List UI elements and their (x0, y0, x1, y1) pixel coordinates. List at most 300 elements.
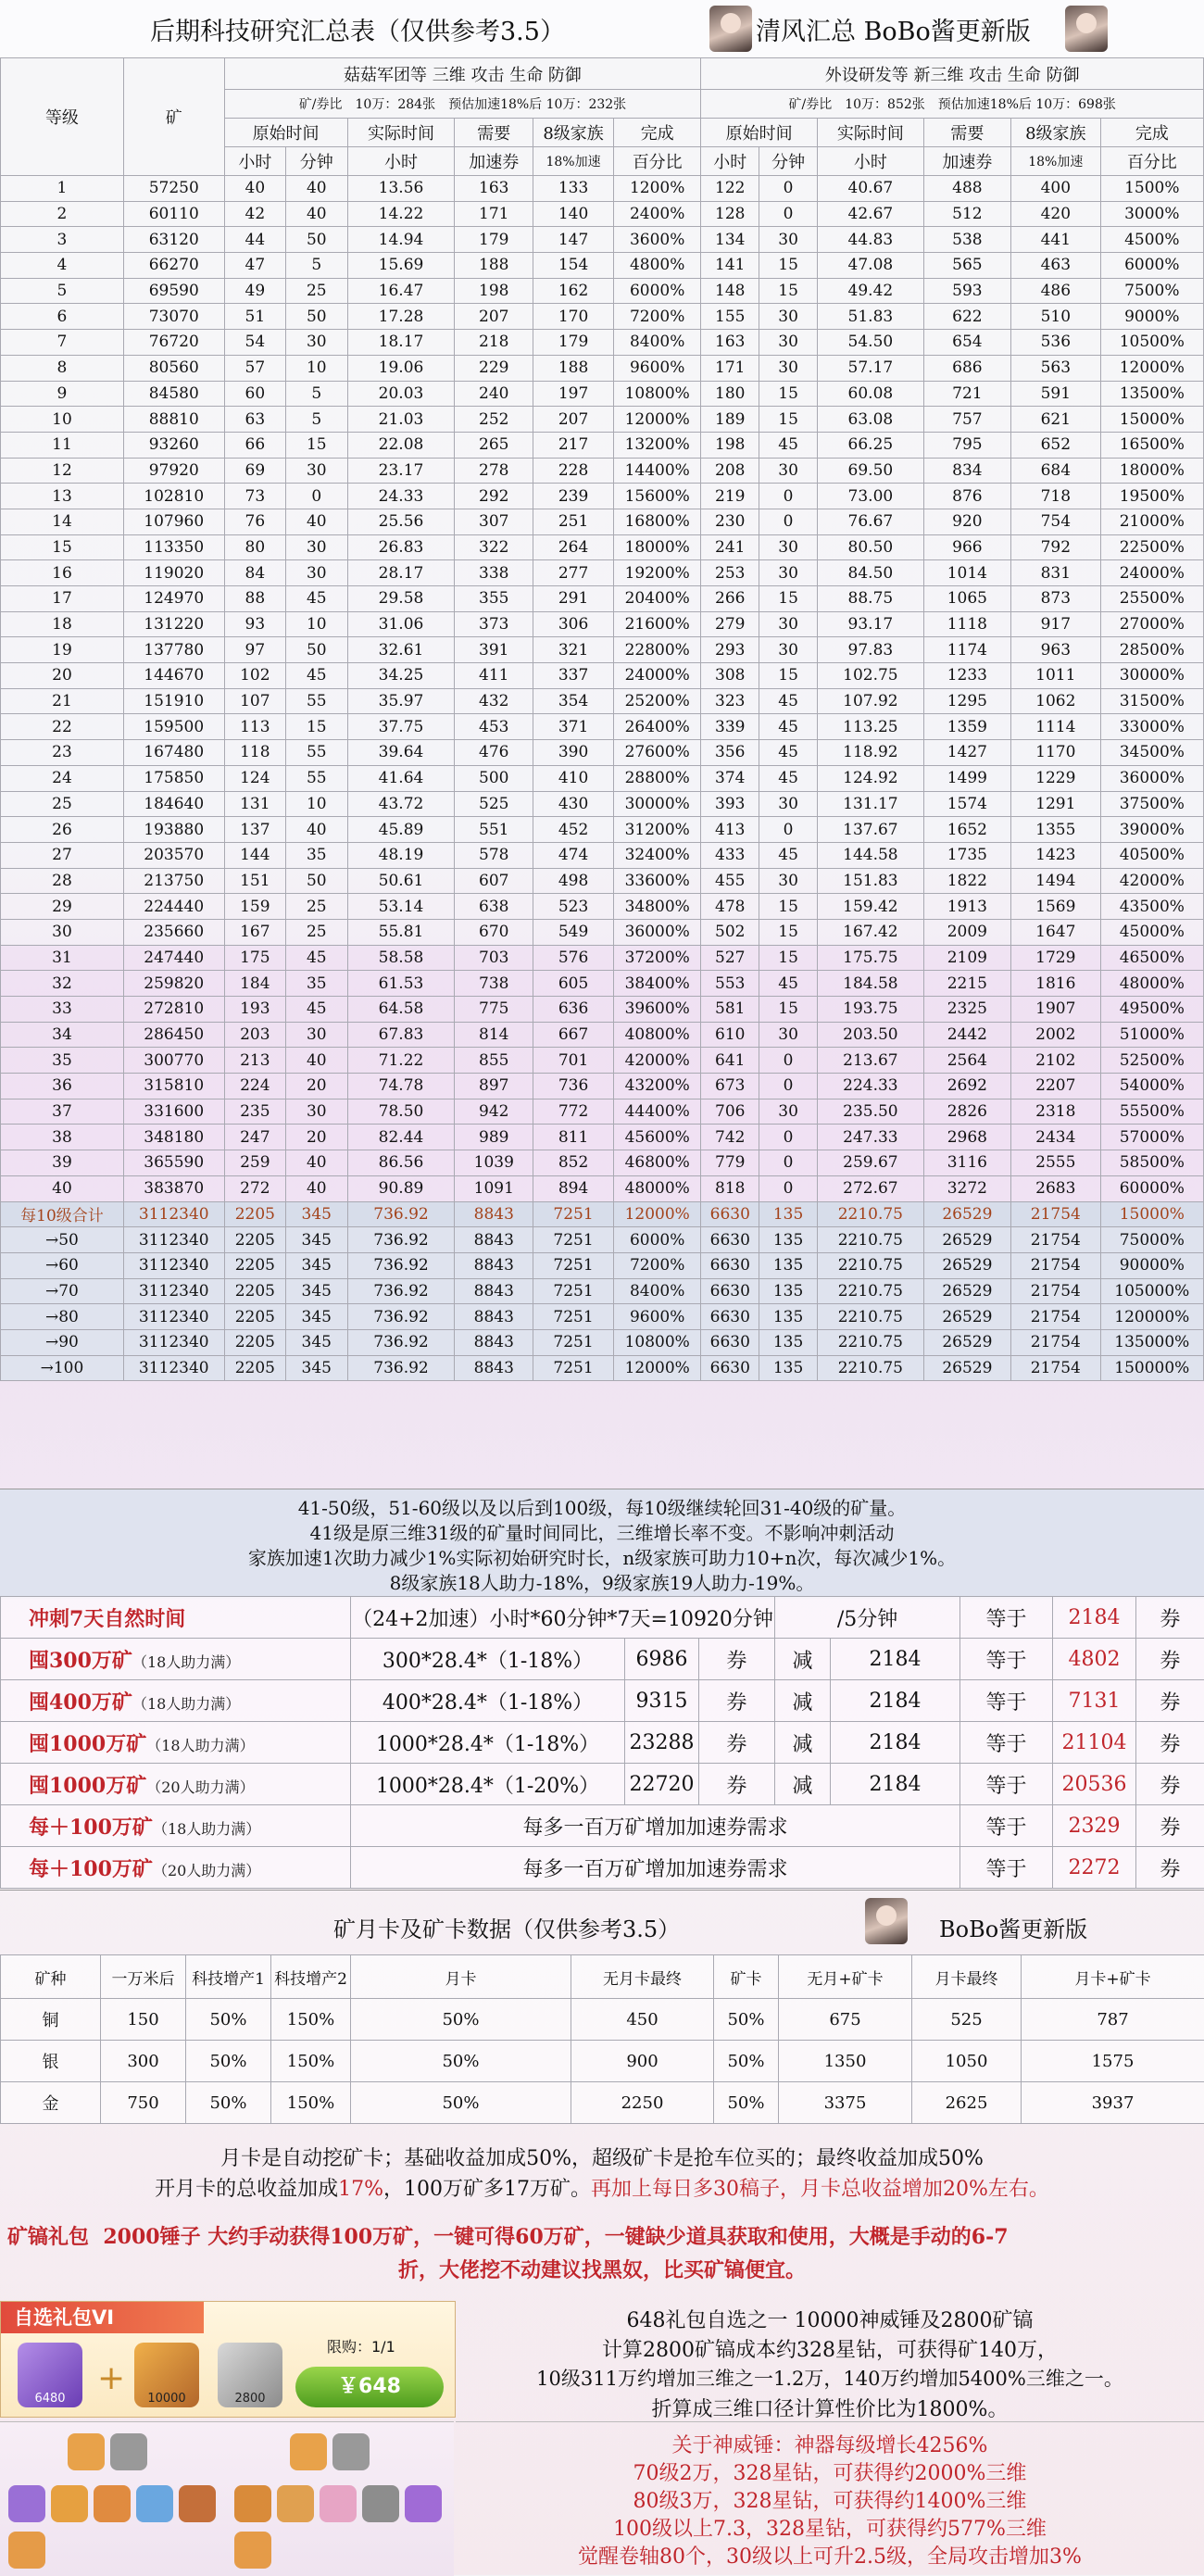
table-cell: 21754 (1010, 1355, 1100, 1381)
calc-row (1, 1764, 1204, 1805)
table-cell: 40 (286, 817, 347, 843)
sub-header: 18%加速 (533, 147, 614, 176)
table-cell: 14400% (614, 458, 701, 484)
table-cell: 84580 (123, 381, 224, 407)
table-cell: 989 (455, 1125, 533, 1150)
table-cell: 90.89 (347, 1175, 455, 1201)
level-header: 等级 (1, 58, 124, 176)
table-cell: 51 (224, 304, 285, 330)
table-cell: 523 (533, 894, 614, 920)
table-cell: 163 (701, 330, 759, 356)
table-cell: 3112340 (123, 1355, 224, 1381)
table-cell: 113350 (123, 534, 224, 560)
table-cell: 74.78 (347, 1074, 455, 1100)
table-cell: 39 (1, 1150, 124, 1176)
table-cell: 736 (533, 1074, 614, 1100)
table-cell: 15 (759, 919, 818, 945)
table-cell: 76720 (123, 330, 224, 356)
table-cell: 736.92 (347, 1329, 455, 1355)
table-cell: 30 (759, 560, 818, 586)
table-cell: 1822 (923, 868, 1010, 894)
ore-cell: 787 (1022, 1999, 1204, 2041)
table-cell: 30 (759, 637, 818, 663)
table-cell: 1574 (923, 791, 1010, 817)
table-cell: 393 (701, 791, 759, 817)
table-cell: 1652 (923, 817, 1010, 843)
item-icon (8, 2532, 45, 2569)
sub-header: 需要 (455, 119, 533, 147)
table-cell: 73 (224, 484, 285, 509)
table-cell: 224.33 (817, 1074, 923, 1100)
table-cell: 20.03 (347, 381, 455, 407)
table-cell: 15000% (1100, 1201, 1203, 1227)
page-title: 后期科技研究汇总表（仅供参考3.5） (150, 11, 565, 47)
table-cell: 0 (759, 176, 818, 202)
item-count: 6480 (18, 2392, 82, 2406)
table-cell: 88810 (123, 407, 224, 433)
table-cell: 775 (455, 997, 533, 1023)
table-cell: 391 (455, 637, 533, 663)
table-row (1, 509, 1204, 534)
sub-header: 加速券 (923, 147, 1010, 176)
table-cell: 58500% (1100, 1150, 1203, 1176)
ore-cell: 50% (351, 2041, 571, 2082)
table-cell: 26.83 (347, 534, 455, 560)
table-cell: 706 (701, 1099, 759, 1125)
table-cell: 818 (701, 1175, 759, 1201)
table-cell: 66270 (123, 253, 224, 279)
table-cell: 49 (224, 278, 285, 304)
table-cell: 80560 (123, 355, 224, 381)
table-cell: 8843 (455, 1329, 533, 1355)
table-cell: 2692 (923, 1074, 1010, 1100)
table-cell: 63120 (123, 227, 224, 253)
table-cell: 102 (224, 663, 285, 689)
table-cell: 43500% (1100, 894, 1203, 920)
table-cell: 374 (701, 765, 759, 791)
table-cell: 20 (1, 663, 124, 689)
ore-cell: 50% (186, 1999, 271, 2041)
calc-unit: 券 (699, 1680, 775, 1722)
table-cell: 135 (759, 1355, 818, 1381)
table-cell: 21754 (1010, 1329, 1100, 1355)
item-count: 2800 (218, 2392, 282, 2406)
table-cell: 2210.75 (817, 1227, 923, 1253)
calc-label-text: 每＋100万矿 (29, 1816, 153, 1840)
table-cell: 4 (1, 253, 124, 279)
table-cell: 12000% (614, 1355, 701, 1381)
table-cell: 16500% (1100, 432, 1203, 458)
table-cell: 167 (224, 919, 285, 945)
table-cell: 8843 (455, 1201, 533, 1227)
table-cell: 30 (759, 227, 818, 253)
gift-text: 10级311万约增加三维之一1.2万，140万约增加5400%三维之一。 (456, 2364, 1204, 2392)
table-cell: 942 (455, 1099, 533, 1125)
table-cell: 140 (533, 201, 614, 227)
table-cell: 197 (533, 381, 614, 407)
pickaxe-text: 2000锤子 大约手动获得100万矿，一键可得60万矿，一键缺少道具获取和使用，大概是手动的6-7 (103, 2225, 1008, 2249)
table-cell: 12000% (1100, 355, 1203, 381)
sub-header: 实际时间 (817, 119, 923, 147)
table-cell: 97920 (123, 458, 224, 484)
table-cell: 667 (533, 1022, 614, 1048)
table-cell: 527 (701, 945, 759, 971)
table-cell: 591 (1010, 381, 1100, 407)
table-cell: 736.92 (347, 1252, 455, 1278)
table-cell: 61.53 (347, 971, 455, 997)
table-cell: 44400% (614, 1099, 701, 1125)
table-cell: 1729 (1010, 945, 1100, 971)
table-cell: 32.61 (347, 637, 455, 663)
table-cell: 7200% (614, 304, 701, 330)
repeat-row (1, 1252, 1204, 1278)
ore-cell: 675 (779, 1999, 912, 2041)
table-cell: 20 (286, 1074, 347, 1100)
table-cell: 193 (224, 997, 285, 1023)
table-cell: →50 (1, 1227, 124, 1253)
table-row (1, 586, 1204, 612)
calc-label-sub: （20人助力满） (146, 1778, 254, 1796)
table-cell: 291 (533, 586, 614, 612)
plus-icon: + (97, 2359, 125, 2397)
table-cell: 179 (455, 227, 533, 253)
table-cell: 30 (759, 330, 818, 356)
table-cell: 9000% (1100, 304, 1203, 330)
hammer-section (456, 2421, 1204, 2576)
table-cell: 420 (1010, 201, 1100, 227)
table-cell: 1423 (1010, 842, 1100, 868)
table-cell: 144670 (123, 663, 224, 689)
table-cell: 339 (701, 714, 759, 740)
table-cell: 26529 (923, 1278, 1010, 1304)
calc-row (1, 1805, 1204, 1847)
table-cell: 736.92 (347, 1355, 455, 1381)
table-cell: 171 (701, 355, 759, 381)
table-cell: 1913 (923, 894, 1010, 920)
ore-cell: 银 (1, 2041, 101, 2082)
calc-result: 2329 (1053, 1805, 1136, 1847)
table-cell: 2205 (224, 1278, 285, 1304)
table-cell: 463 (1010, 253, 1100, 279)
sub-header: 8级家族 (1010, 119, 1100, 147)
calc-sub-value: 2184 (831, 1639, 960, 1680)
table-cell: 107 (224, 688, 285, 714)
table-cell: 278 (455, 458, 533, 484)
table-cell: 13200% (614, 432, 701, 458)
calc-value: 23288 (625, 1722, 699, 1764)
sub-header: 加速券 (455, 147, 533, 176)
table-cell: 6630 (701, 1304, 759, 1330)
table-cell: 345 (286, 1252, 347, 1278)
table-cell: 525 (455, 791, 533, 817)
table-cell: 57 (224, 355, 285, 381)
table-cell: 7251 (533, 1329, 614, 1355)
table-cell: 703 (455, 945, 533, 971)
table-cell: 247.33 (817, 1125, 923, 1150)
table-cell: 251 (533, 509, 614, 534)
table-cell: 29.58 (347, 586, 455, 612)
table-cell: 213 (224, 1048, 285, 1074)
table-cell: 102810 (123, 484, 224, 509)
calc-eq: 等于 (960, 1597, 1053, 1639)
table-cell: 30000% (614, 791, 701, 817)
calc-unit: 券 (699, 1764, 775, 1805)
table-cell: 2683 (1010, 1175, 1100, 1201)
table-cell: 14.22 (347, 201, 455, 227)
table-cell: 118 (224, 740, 285, 766)
table-cell: 0 (759, 201, 818, 227)
table-row (1, 1150, 1204, 1176)
table-cell: 684 (1010, 458, 1100, 484)
table-cell: 736.92 (347, 1201, 455, 1227)
calc-result: 2272 (1053, 1847, 1136, 1889)
table-cell: 30 (286, 1099, 347, 1125)
table-cell: 348180 (123, 1125, 224, 1150)
table-cell: 502 (701, 919, 759, 945)
sub-header: 百分比 (1100, 147, 1203, 176)
calc-minus: 减 (775, 1639, 831, 1680)
table-cell: 229 (455, 355, 533, 381)
sub-header: 8级家族 (533, 119, 614, 147)
table-cell: 230 (701, 509, 759, 534)
table-cell: 208 (701, 458, 759, 484)
table-cell: 144 (224, 842, 285, 868)
table-cell: 30 (286, 1022, 347, 1048)
table-cell: 2210.75 (817, 1201, 923, 1227)
table-cell: 453 (455, 714, 533, 740)
table-cell: 175 (224, 945, 285, 971)
table-cell: 2205 (224, 1227, 285, 1253)
table-cell: 2205 (224, 1201, 285, 1227)
table-cell: 57.17 (817, 355, 923, 381)
table-cell: 93.17 (817, 611, 923, 637)
sub-header: 完成 (1100, 119, 1203, 147)
table-cell: 69.50 (817, 458, 923, 484)
table-cell: 131.17 (817, 791, 923, 817)
table-cell: 15 (286, 714, 347, 740)
table-cell: 1065 (923, 586, 1010, 612)
table-cell: 373 (455, 611, 533, 637)
table-cell: 433 (701, 842, 759, 868)
ore-card-table (0, 1954, 1204, 2124)
table-cell: →60 (1, 1252, 124, 1278)
table-cell: 55 (286, 740, 347, 766)
table-cell: 135 (759, 1201, 818, 1227)
table-cell: 8 (1, 355, 124, 381)
calc-result-unit: 券 (1136, 1805, 1204, 1847)
table-cell: 3112340 (123, 1252, 224, 1278)
table-row (1, 611, 1204, 637)
table-cell: 1170 (1010, 740, 1100, 766)
table-cell: 84 (224, 560, 285, 586)
table-cell: 757 (923, 407, 1010, 433)
table-cell: 247 (224, 1125, 285, 1150)
table-cell: 266 (701, 586, 759, 612)
table-cell: 23 (1, 740, 124, 766)
table-cell: 45 (286, 586, 347, 612)
avatar (865, 1898, 908, 1944)
table-cell: 135 (759, 1252, 818, 1278)
table-cell: 15 (1, 534, 124, 560)
table-cell: 40 (286, 176, 347, 202)
table-cell: 478 (701, 894, 759, 920)
table-cell: 455 (701, 868, 759, 894)
table-cell: 54.50 (817, 330, 923, 356)
sub-header: 分钟 (286, 147, 347, 176)
table-row (1, 458, 1204, 484)
table-cell: 17.28 (347, 304, 455, 330)
ore-cell: 50% (351, 2082, 571, 2124)
table-cell: 16.47 (347, 278, 455, 304)
table-cell: 133 (533, 176, 614, 202)
table-cell: 1647 (1010, 919, 1100, 945)
table-cell: 25500% (1100, 586, 1203, 612)
ore-cell: 150% (271, 2082, 351, 2124)
table-cell: 235.50 (817, 1099, 923, 1125)
ore-header-cell: 月卡最终 (912, 1955, 1022, 1999)
table-cell: 55 (286, 765, 347, 791)
table-cell: 2210.75 (817, 1252, 923, 1278)
calc-value: 22720 (625, 1764, 699, 1805)
table-cell: 80 (224, 534, 285, 560)
table-cell: 1114 (1010, 714, 1100, 740)
table-cell: 331600 (123, 1099, 224, 1125)
table-cell: 581 (701, 997, 759, 1023)
table-cell: 135 (759, 1329, 818, 1355)
table-cell: 5 (286, 253, 347, 279)
table-cell: 30 (759, 791, 818, 817)
table-cell: 39.64 (347, 740, 455, 766)
table-cell: 2210.75 (817, 1355, 923, 1381)
table-cell: 26529 (923, 1227, 1010, 1253)
table-cell: 1011 (1010, 663, 1100, 689)
table-cell: 563 (1010, 355, 1100, 381)
table-cell: 7200% (614, 1252, 701, 1278)
ore-cell: 50% (351, 1999, 571, 2041)
table-cell: 26529 (923, 1252, 1010, 1278)
table-row (1, 1048, 1204, 1074)
table-cell: 565 (923, 253, 1010, 279)
table-cell: 779 (701, 1150, 759, 1176)
table-cell: 24 (1, 765, 124, 791)
table-cell: 49.42 (817, 278, 923, 304)
table-cell: 19500% (1100, 484, 1203, 509)
notes-block (0, 1489, 1204, 1599)
table-row (1, 355, 1204, 381)
ratio-a: 矿/券比 10万：284张 预估加速18%后 10万：232张 (224, 90, 701, 119)
avatar (1065, 6, 1108, 52)
table-cell: 73070 (123, 304, 224, 330)
table-row (1, 432, 1204, 458)
table-cell: 30 (759, 611, 818, 637)
ore-header-cell: 矿卡 (714, 1955, 779, 1999)
table-cell: 21.03 (347, 407, 455, 433)
table-cell: 45 (759, 714, 818, 740)
table-cell: 9600% (614, 355, 701, 381)
table-cell: 15 (759, 997, 818, 1023)
table-cell: 365590 (123, 1150, 224, 1176)
calc-label-text: 囤400万矿 (29, 1690, 132, 1715)
table-cell: 50.61 (347, 868, 455, 894)
table-cell: 107.92 (817, 688, 923, 714)
item-icon (234, 2485, 271, 2522)
table-cell: 8843 (455, 1355, 533, 1381)
table-cell: 25200% (614, 688, 701, 714)
table-cell: 736.92 (347, 1227, 455, 1253)
ore-row (1, 2082, 1204, 2124)
table-cell: 18 (1, 611, 124, 637)
table-cell: 97 (224, 637, 285, 663)
table-cell: 23.17 (347, 458, 455, 484)
table-cell: 30 (759, 1022, 818, 1048)
calc-eq: 等于 (960, 1805, 1053, 1847)
item-icon (51, 2485, 88, 2522)
table-row (1, 817, 1204, 843)
table-cell: 1233 (923, 663, 1010, 689)
table-cell: 198 (455, 278, 533, 304)
table-row (1, 560, 1204, 586)
table-cell: 32 (1, 971, 124, 997)
hammer-line: 70级2万，328星钻，可获得约2000%三维 (456, 2457, 1204, 2486)
table-cell: 576 (533, 945, 614, 971)
calc-result-unit: 券 (1136, 1680, 1204, 1722)
table-cell: 35 (1, 1048, 124, 1074)
table-cell: 21754 (1010, 1201, 1100, 1227)
table-row (1, 842, 1204, 868)
table-row (1, 1125, 1204, 1150)
table-cell: 170 (533, 304, 614, 330)
calc-minus: 减 (775, 1722, 831, 1764)
table-cell: 383870 (123, 1175, 224, 1201)
table-cell: 63 (224, 407, 285, 433)
sub-header: 18%加速 (1010, 147, 1100, 176)
table-cell: 1494 (1010, 868, 1100, 894)
table-cell: 27 (1, 842, 124, 868)
table-cell: 33600% (614, 868, 701, 894)
table-cell: 193880 (123, 817, 224, 843)
header-bar (0, 0, 1204, 58)
table-cell: 315810 (123, 1074, 224, 1100)
item-icon (136, 2485, 173, 2522)
buy-button[interactable]: ￥648 (295, 2367, 444, 2407)
table-cell: 754 (1010, 509, 1100, 534)
calc-row (1, 1680, 1204, 1722)
table-cell: 15 (759, 407, 818, 433)
table-cell: 43.72 (347, 791, 455, 817)
table-cell: 512 (923, 201, 1010, 227)
table-cell: 40500% (1100, 842, 1203, 868)
table-cell: 15 (759, 663, 818, 689)
table-cell: 6630 (701, 1355, 759, 1381)
table-cell: 5 (286, 381, 347, 407)
table-cell: 21754 (1010, 1227, 1100, 1253)
table-row (1, 484, 1204, 509)
hammer-line: 80级3万，328星钻，可获得约1400%三维 (456, 2485, 1204, 2514)
table-cell: 432 (455, 688, 533, 714)
table-cell: 22.08 (347, 432, 455, 458)
table-cell: 51000% (1100, 1022, 1203, 1048)
table-cell: 36000% (1100, 765, 1203, 791)
hammer-title: 关于神威锤：神器每级增长4256% (456, 2430, 1204, 2458)
item-icon (320, 2485, 357, 2522)
item-icon-grid (0, 2421, 454, 2576)
table-cell: 228 (533, 458, 614, 484)
table-cell: 917 (1010, 611, 1100, 637)
ore-header: 矿 (123, 58, 224, 176)
table-cell: 307 (455, 509, 533, 534)
table-cell: 0 (286, 484, 347, 509)
table-cell: 184 (224, 971, 285, 997)
